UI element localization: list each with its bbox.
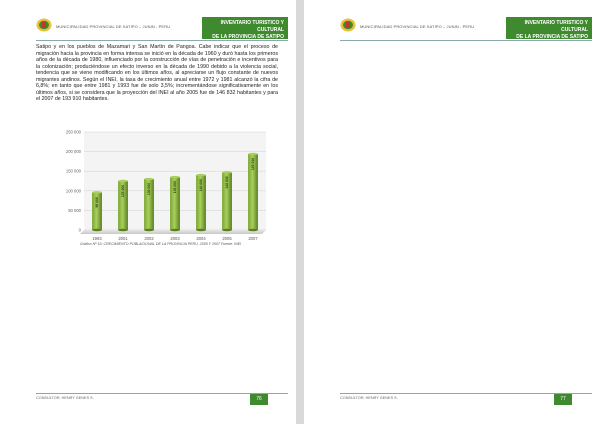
y-tick-label: 200 000 [65, 149, 81, 155]
page-number: 77 [554, 394, 572, 405]
bar-top [118, 180, 128, 182]
bar-data-label: 96 000 [94, 197, 99, 208]
consultant-footer: CONSULTOR: HENRY GENES S. [36, 396, 94, 400]
population-chart [60, 126, 274, 244]
x-tick-label: 2001 [118, 236, 128, 241]
banner-line-2: DE LA PROVINCIA DE SATIPO [212, 34, 284, 40]
x-tick-label: 2003 [170, 236, 180, 241]
x-tick-label: 1993 [92, 236, 102, 241]
bar-base [222, 229, 232, 231]
page-right [304, 0, 600, 424]
banner-line-1: INVENTARIO TURISTICO Y CULTURAL [524, 20, 588, 33]
bar-top [196, 174, 206, 176]
y-tick-label: 0 [78, 227, 81, 233]
population-bar-chart [60, 126, 274, 244]
bar-data-label: 130 000 [146, 182, 151, 196]
chart-caption: Gráfico Nº 16: CRECIMIENTO POBLACIONAL DE LA PROVINCIA PERU, 2005 Y 2007 Fuente: INEI [80, 242, 242, 246]
bar-base [196, 229, 206, 231]
consultant-footer: CONSULTOR: HENRY GENES S. [340, 396, 398, 400]
header-rule [36, 40, 288, 41]
municipality-logo-icon [36, 18, 52, 32]
municipality-logo-icon [340, 18, 356, 32]
bar-base [92, 229, 102, 231]
bar-top [170, 176, 180, 178]
title-banner [506, 17, 592, 39]
title-banner [202, 17, 288, 39]
bar-base [144, 229, 154, 231]
bar-top [144, 178, 154, 180]
y-tick-label: 250 000 [65, 129, 81, 135]
bar-base [248, 229, 258, 231]
y-tick-label: 150 000 [65, 168, 81, 174]
bar-data-label: 193 910 [250, 157, 255, 171]
bar-base [170, 229, 180, 231]
body-paragraph: Satipo y en los pueblos de Mazamari y San Martín de Pangoa. Cabe indicar que el proceso de migración hacia la provincia en forma intensa se inició en la década de 1960 y duró hasta los primeros años de la década de 1980, influenciado por la construcción de vías de penetración e incentivos para la colonización; produciéndose un efecto inverso en la década de 1990 debido a la violencia social, tendencia que se viene modificando en los últimos años, al apreciarse un flujo constante de nuevos migrantes andinos. Según el INEI, la tasa de crecimiento anual entre 1972 y 1981 alcanzó la cifra de 6,8%; en tanto que entre 1981 y 1993 fue de solo 3,5%; incrementándose significativamente en los últimos años, si se considera que la proyección del INEI al año 2005 fue de 146 832 habitantes y para el 2007 de 193 910 habitantes. [36, 44, 278, 102]
x-tick-label: 2007 [248, 236, 258, 241]
x-tick-label: 2002 [144, 236, 154, 241]
banner-line-2: DE LA PROVINCIA DE SATIPO [516, 34, 588, 40]
x-tick-label: 2004 [196, 236, 206, 241]
banner-line-1: INVENTARIO TURISTICO Y CULTURAL [220, 20, 284, 33]
bar-top [248, 153, 258, 155]
page-number: 76 [250, 394, 268, 405]
page-left [0, 0, 296, 424]
municipality-header: MUNICIPALIDAD PROVINCIAL DE SATIPO – JUNIN - PERU [360, 24, 475, 29]
municipality-header: MUNICIPALIDAD PROVINCIAL DE SATIPO – JUNIN - PERU [56, 24, 171, 29]
bar-data-label: 146 832 [224, 176, 229, 189]
x-tick-label: 2005 [222, 236, 232, 241]
bar-base [118, 229, 128, 231]
header-rule [340, 40, 592, 41]
bar-top [222, 171, 232, 173]
bar-data-label: 125 000 [120, 184, 125, 198]
bar-top [92, 191, 102, 193]
bar-data-label: 140 000 [198, 178, 203, 192]
y-tick-label: 100 000 [65, 188, 81, 194]
y-tick-label: 50 000 [68, 207, 81, 213]
bar-data-label: 135 000 [172, 180, 177, 194]
